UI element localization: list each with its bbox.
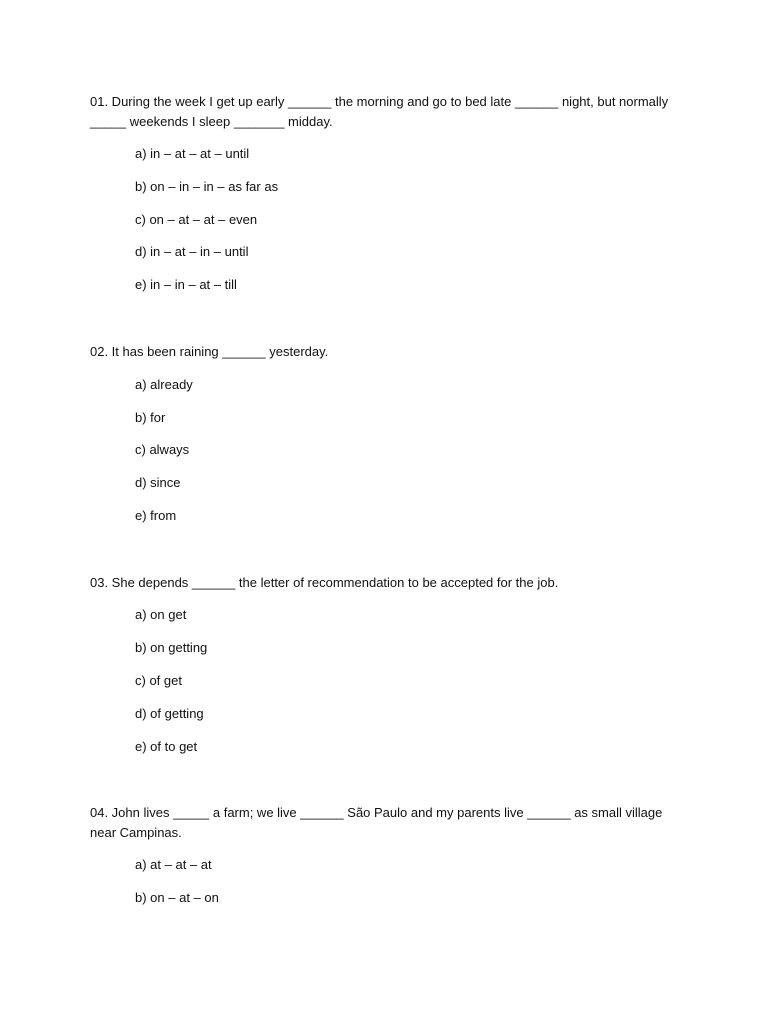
question-04 [90, 803, 680, 905]
option-c: c) always [135, 442, 190, 457]
option-a: a) on get [135, 607, 187, 622]
question-stem: 03. She depends ______ the letter of recommendation to be accepted for the job. [90, 575, 559, 590]
option-b: b) for [135, 410, 166, 425]
option-b: b) on getting [135, 640, 208, 655]
option-d: d) of getting [135, 706, 204, 721]
option-b: b) on – at – on [135, 890, 219, 905]
question-stem: 02. It has been raining ______ yesterday. [90, 344, 329, 359]
option-e: e) in – in – at – till [135, 277, 237, 292]
option-e: e) from [135, 508, 177, 523]
option-a: a) already [135, 377, 193, 392]
question-stem: 04. John lives _____ a farm; we live ______ São Paulo and my parents live ______ as small village near Campinas. [90, 805, 663, 840]
question-03 [90, 573, 680, 754]
option-a: a) at – at – at [135, 857, 212, 872]
option-e: e) of to get [135, 739, 198, 754]
question-stem: 01. During the week I get up early ______ the morning and go to bed late ______ night, but normally _____ weekends I sleep _______ midday. [90, 94, 669, 129]
option-d: d) in – at – in – until [135, 244, 249, 259]
option-b: b) on – in – in – as far as [135, 179, 279, 194]
option-c: c) of get [135, 673, 182, 688]
option-d: d) since [135, 475, 181, 490]
option-c: c) on – at – at – even [135, 212, 258, 227]
question-02 [90, 342, 680, 523]
option-a: a) in – at – at – until [135, 146, 250, 161]
question-01 [90, 92, 680, 292]
